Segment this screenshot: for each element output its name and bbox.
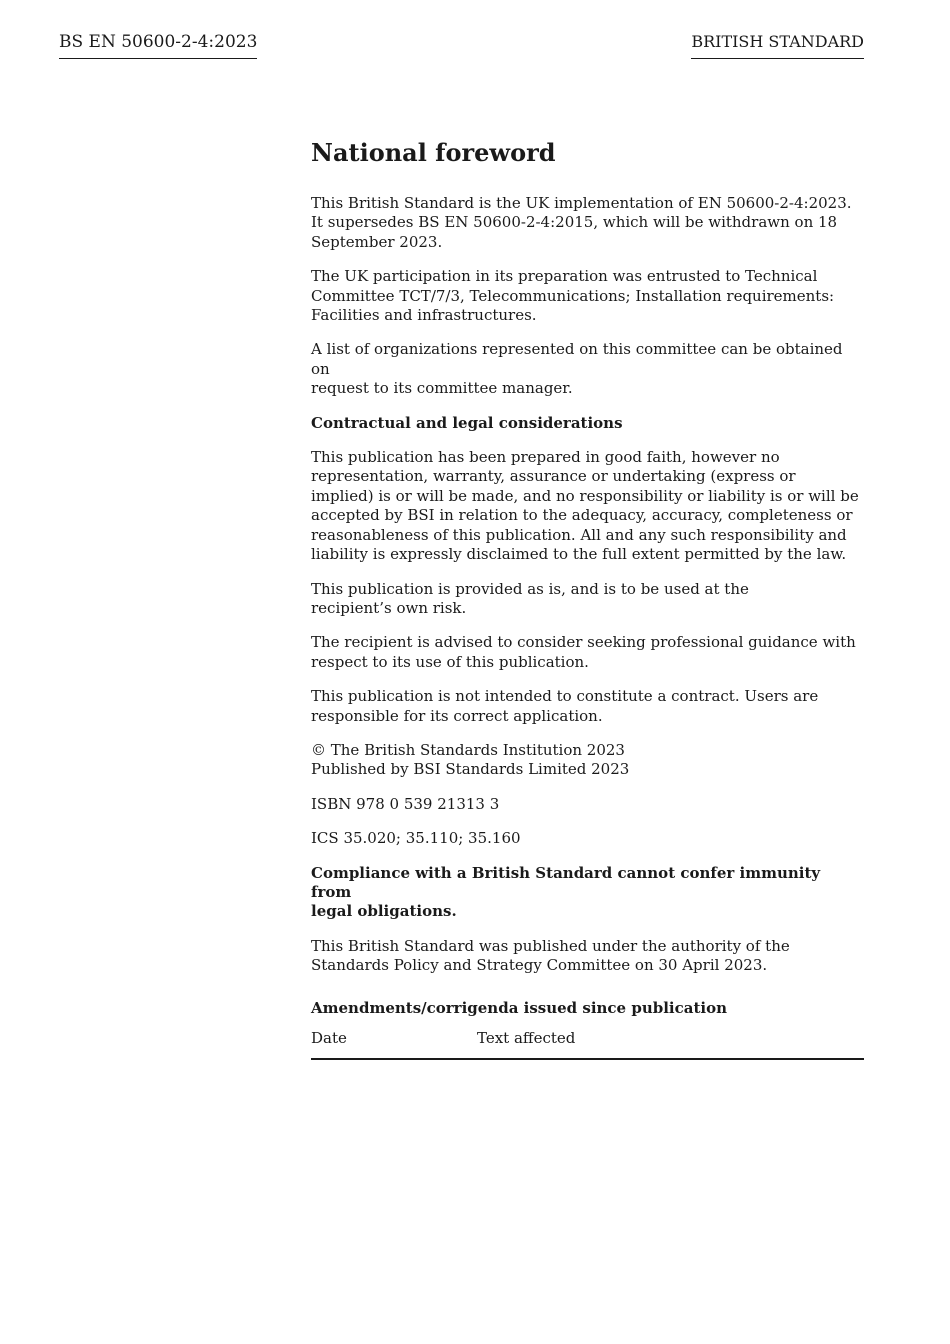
- text-line: recipient’s own risk.: [311, 598, 467, 617]
- amendments-title: Amendments/corrigenda issued since publication: [311, 998, 727, 1017]
- copyright-notice: [311, 741, 864, 780]
- document-id: BS EN 50600-2-4:2023: [59, 30, 257, 59]
- text-line: implied) is or will be made, and no responsibility or liability is or will be: [311, 486, 859, 505]
- text-line: accepted by BSI in relation to the adequacy, accuracy, completeness or: [311, 506, 853, 525]
- column-header-text-affected: Text affected: [477, 1028, 576, 1047]
- text-line: responsible for its correct application.: [311, 706, 603, 725]
- text-line: The recipient is advised to consider seeking professional guidance with: [311, 633, 856, 652]
- text-line: September 2023.: [311, 232, 443, 251]
- text-line: Standards Policy and Strategy Committee on 30 April 2023.: [311, 956, 768, 975]
- text-line: request to its committee manager.: [311, 379, 573, 398]
- text-line: This British Standard is the UK implementation of EN 50600-2-4:2023.: [311, 194, 852, 212]
- text-line: Committee TCT/7/3, Telecommunications; Installation requirements:: [311, 286, 835, 305]
- text-line: respect to its use of this publication.: [311, 652, 589, 671]
- text-line: © The British Standards Institution 2023: [311, 740, 625, 759]
- text-line: Compliance with a British Standard cannot confer immunity from: [311, 863, 821, 901]
- paragraph-as-is: [311, 580, 864, 619]
- national-foreword: [311, 136, 864, 1060]
- text-line: representation, warranty, assurance or undertaking (express or: [311, 467, 796, 486]
- text-line: A list of organizations represented on this committee can be obtained on: [311, 340, 843, 378]
- amendments-table-header: [311, 1028, 864, 1060]
- text-line: This publication is provided as is, and is to be used at the: [311, 579, 749, 598]
- text-line: liability is expressly disclaimed to the full extent permitted by the law.: [311, 545, 847, 564]
- text-line: This British Standard was published under the authority of the: [311, 936, 790, 955]
- text-line: Published by BSI Standards Limited 2023: [311, 760, 630, 779]
- ics-codes: ICS 35.020; 35.110; 35.160: [311, 829, 521, 848]
- paragraph-contract: [311, 687, 864, 726]
- paragraph-guidance: [311, 633, 864, 672]
- paragraph-implementation: [311, 194, 864, 252]
- paragraph-authority: [311, 937, 864, 976]
- paragraph-committee: [311, 267, 864, 325]
- text-line: reasonableness of this publication. All and any such responsibility and: [311, 525, 847, 544]
- text-line: Facilities and infrastructures.: [311, 306, 537, 325]
- amendments-section: [311, 998, 864, 1060]
- compliance-notice: [311, 864, 864, 922]
- paragraph-organizations: [311, 340, 864, 398]
- contractual-heading: Contractual and legal considerations: [311, 413, 623, 432]
- text-line: This publication has been prepared in good faith, however no: [311, 448, 780, 467]
- column-header-date: Date: [311, 1028, 347, 1047]
- isbn: ISBN 978 0 539 21313 3: [311, 794, 500, 813]
- document-type: BRITISH STANDARD: [691, 30, 864, 59]
- text-line: It supersedes BS EN 50600-2-4:2015, which will be withdrawn on 18: [311, 213, 838, 232]
- page-title: National foreword: [311, 138, 556, 167]
- paragraph-good-faith: [311, 448, 864, 564]
- text-line: The UK participation in its preparation was entrusted to Technical: [311, 267, 818, 286]
- text-line: legal obligations.: [311, 902, 457, 921]
- text-line: This publication is not intended to constitute a contract. Users are: [311, 687, 819, 706]
